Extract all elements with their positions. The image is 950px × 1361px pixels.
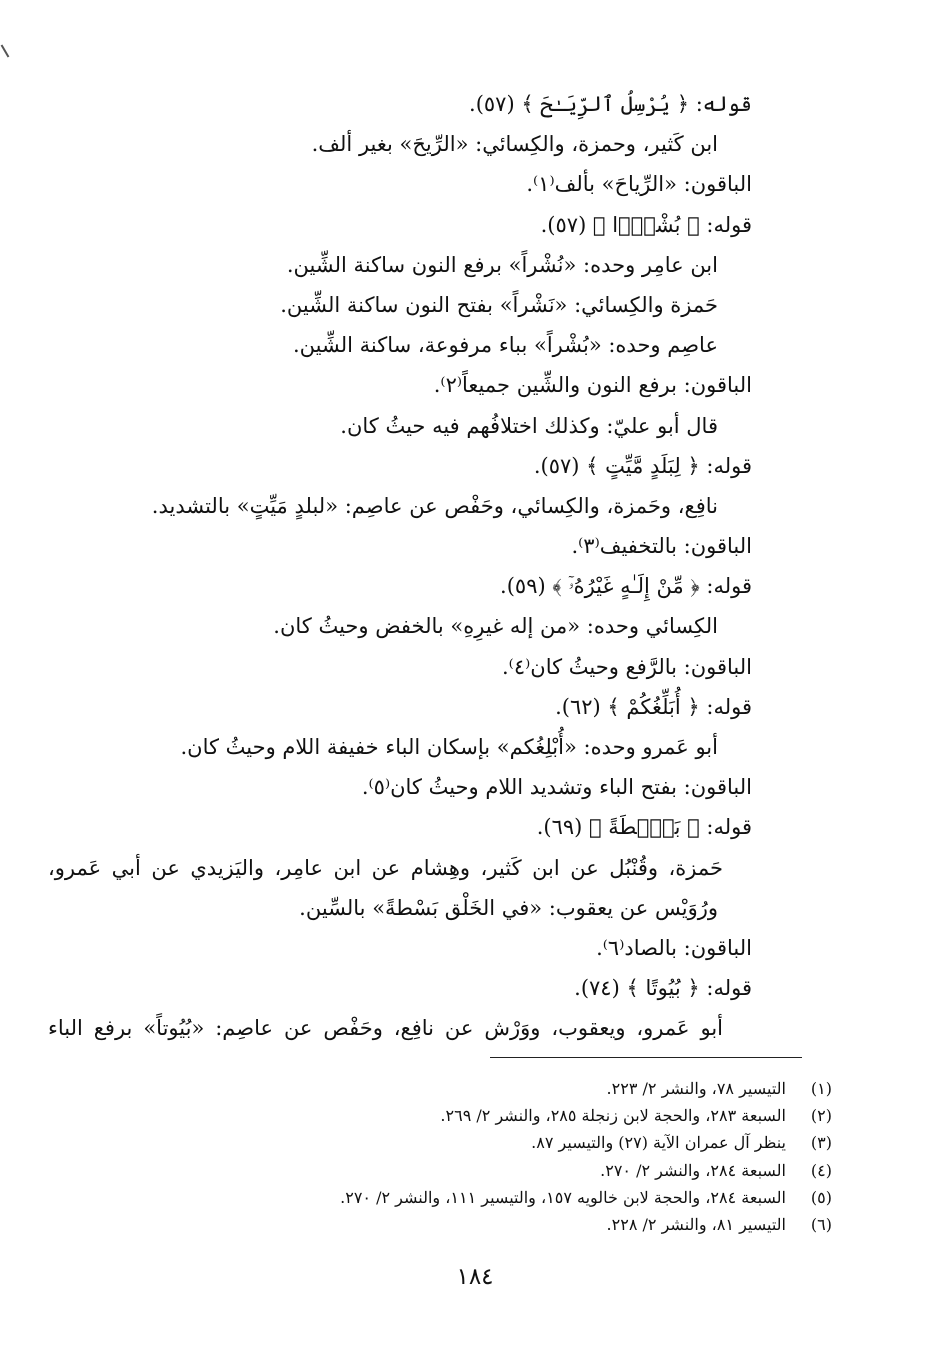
footnote-number: (٢): [810, 1106, 832, 1126]
margin-mark: [1, 44, 10, 57]
text-line: الباقون: بفتح الباء وتشديد اللام وحيثُ كان⁽٥⁾.: [361, 775, 752, 800]
text-line: الكِسائي وحده: «من إله غيرِهِ» بالخفض وحيثُ كان.: [273, 614, 718, 639]
text-line: أبو عَمرو وحده: «أُبْلِغُكم» بإسكان الباء خفيفة اللام وحيثُ كان.: [180, 735, 718, 759]
text-line: قوله: ﴿ بَصْۜطَةً ﴾ (٦٩).: [536, 815, 752, 840]
text-line: قال أبو عليّ: وكذلك اختلافُهم فيه حيثُ كان.: [340, 413, 718, 438]
text-line: قوله: ﴿ بُيُوتًا ﴾ (٧٤).: [574, 976, 752, 1001]
text-line: الباقون: «الرِّياحَ» بألف⁽١⁾.: [526, 172, 752, 197]
footnote-text: التيسير ٧٨، والنشر ٢/ ٢٢٣.: [606, 1079, 786, 1098]
footnote-number: (٦): [810, 1215, 832, 1235]
page-number: ١٨٤: [456, 1264, 494, 1290]
text-line: ابن عامِر وحده: «نُشْراً» برفع النون ساكنة الشِّين.: [286, 252, 718, 277]
footnote: [212, 1129, 832, 1156]
text-line: قوله: ﴿ يُرْسِلُ ٱلرِّيَـٰحَ ﴾ (٥٧).: [469, 92, 752, 116]
text-line: نافِع، وحَمزة، والكِسائي، وحَفْص عن عاصِم: «لبلدٍ مَيِّتٍ» بالتشديد.: [151, 493, 718, 518]
text-line: حَمزة، وقُنْبُل عن ابن كَثير، وهِشام عن ابن عامِر، واليَزيدي عن أبي عَمرو،: [48, 855, 723, 880]
text-line: قوله: ﴿ مِّنْ إِلَـٰهٍ غَيْرُهُۥٓ ﴾ (٥٩).: [500, 574, 752, 599]
footnote-text: السبعة ٢٨٤، والنشر ٢/ ٢٧٠.: [600, 1160, 786, 1180]
footnote-number: (٤): [810, 1160, 832, 1180]
footnote: [212, 1184, 832, 1211]
text-line: قوله: ﴿ بُشْرًۢا ﴾ (٥٧).: [540, 212, 752, 237]
text-line: عاصِم وحده: «بُشْراً» بباء مرفوعة، ساكنة الشِّين.: [292, 333, 718, 358]
footnote: [212, 1075, 832, 1102]
text-line: الباقون: برفع النون والشِّين جميعاً⁽٢⁾.: [433, 373, 752, 398]
footnote-text: التيسير ٨١، والنشر ٢/ ٢٢٨.: [606, 1215, 786, 1235]
footnotes: [212, 1075, 832, 1238]
footnote-text: ينظر آل عمران الآية (٢٧) والتيسير ٨٧.: [531, 1133, 786, 1153]
text-line: الباقون: بالرَّفع وحيثُ كان⁽٤⁾.: [501, 654, 752, 679]
text-line: الباقون: بالصاد⁽٦⁾.: [596, 935, 752, 960]
text-line: قوله: ﴿ أُبَلِّغُكُمْ ﴾ (٦٢).: [555, 694, 752, 719]
main-text: [48, 84, 752, 1049]
footnote: [212, 1102, 832, 1129]
footnote-number: (٥): [810, 1187, 832, 1207]
footnote: [212, 1157, 832, 1184]
text-line: الباقون: بالتخفيف⁽٣⁾.: [571, 534, 752, 559]
footnote-number: (٣): [810, 1133, 832, 1153]
footnote: [212, 1211, 832, 1238]
text-line: حَمزة والكِسائي: «نَشْراً» بفتح النون ساكنة الشِّين.: [280, 292, 718, 317]
text-line: ابن كَثير، وحمزة، والكِسائي: «الرِّيحَ» بغير ألف.: [311, 132, 718, 157]
footnote-number: (١): [810, 1079, 832, 1098]
footnote-text: السبعة ٢٨٤، والحجة لابن خالويه ١٥٧، والتيسير ١١١، والنشر ٢/ ٢٧٠.: [340, 1187, 786, 1207]
footnote-separator: [490, 1057, 802, 1058]
text-line: قوله: ﴿ لِبَلَدٍ مَّيِّتٍ ﴾ (٥٧).: [533, 453, 752, 478]
text-line: ورُوَيْس عن يعقوب: «في الخَلْق بَسْطةً» بالسِّين.: [299, 895, 718, 920]
text-line: أبو عَمرو، ويعقوب، ووَرْش عن نافِع، وحَفْص عن عاصِم: «بُيُوتاً» برفع الباء: [48, 1016, 723, 1041]
footnote-text: السبعة ٢٨٣، والحجة لابن زنجلة ٢٨٥، والنشر ٢/ ٢٦٩.: [440, 1106, 786, 1126]
